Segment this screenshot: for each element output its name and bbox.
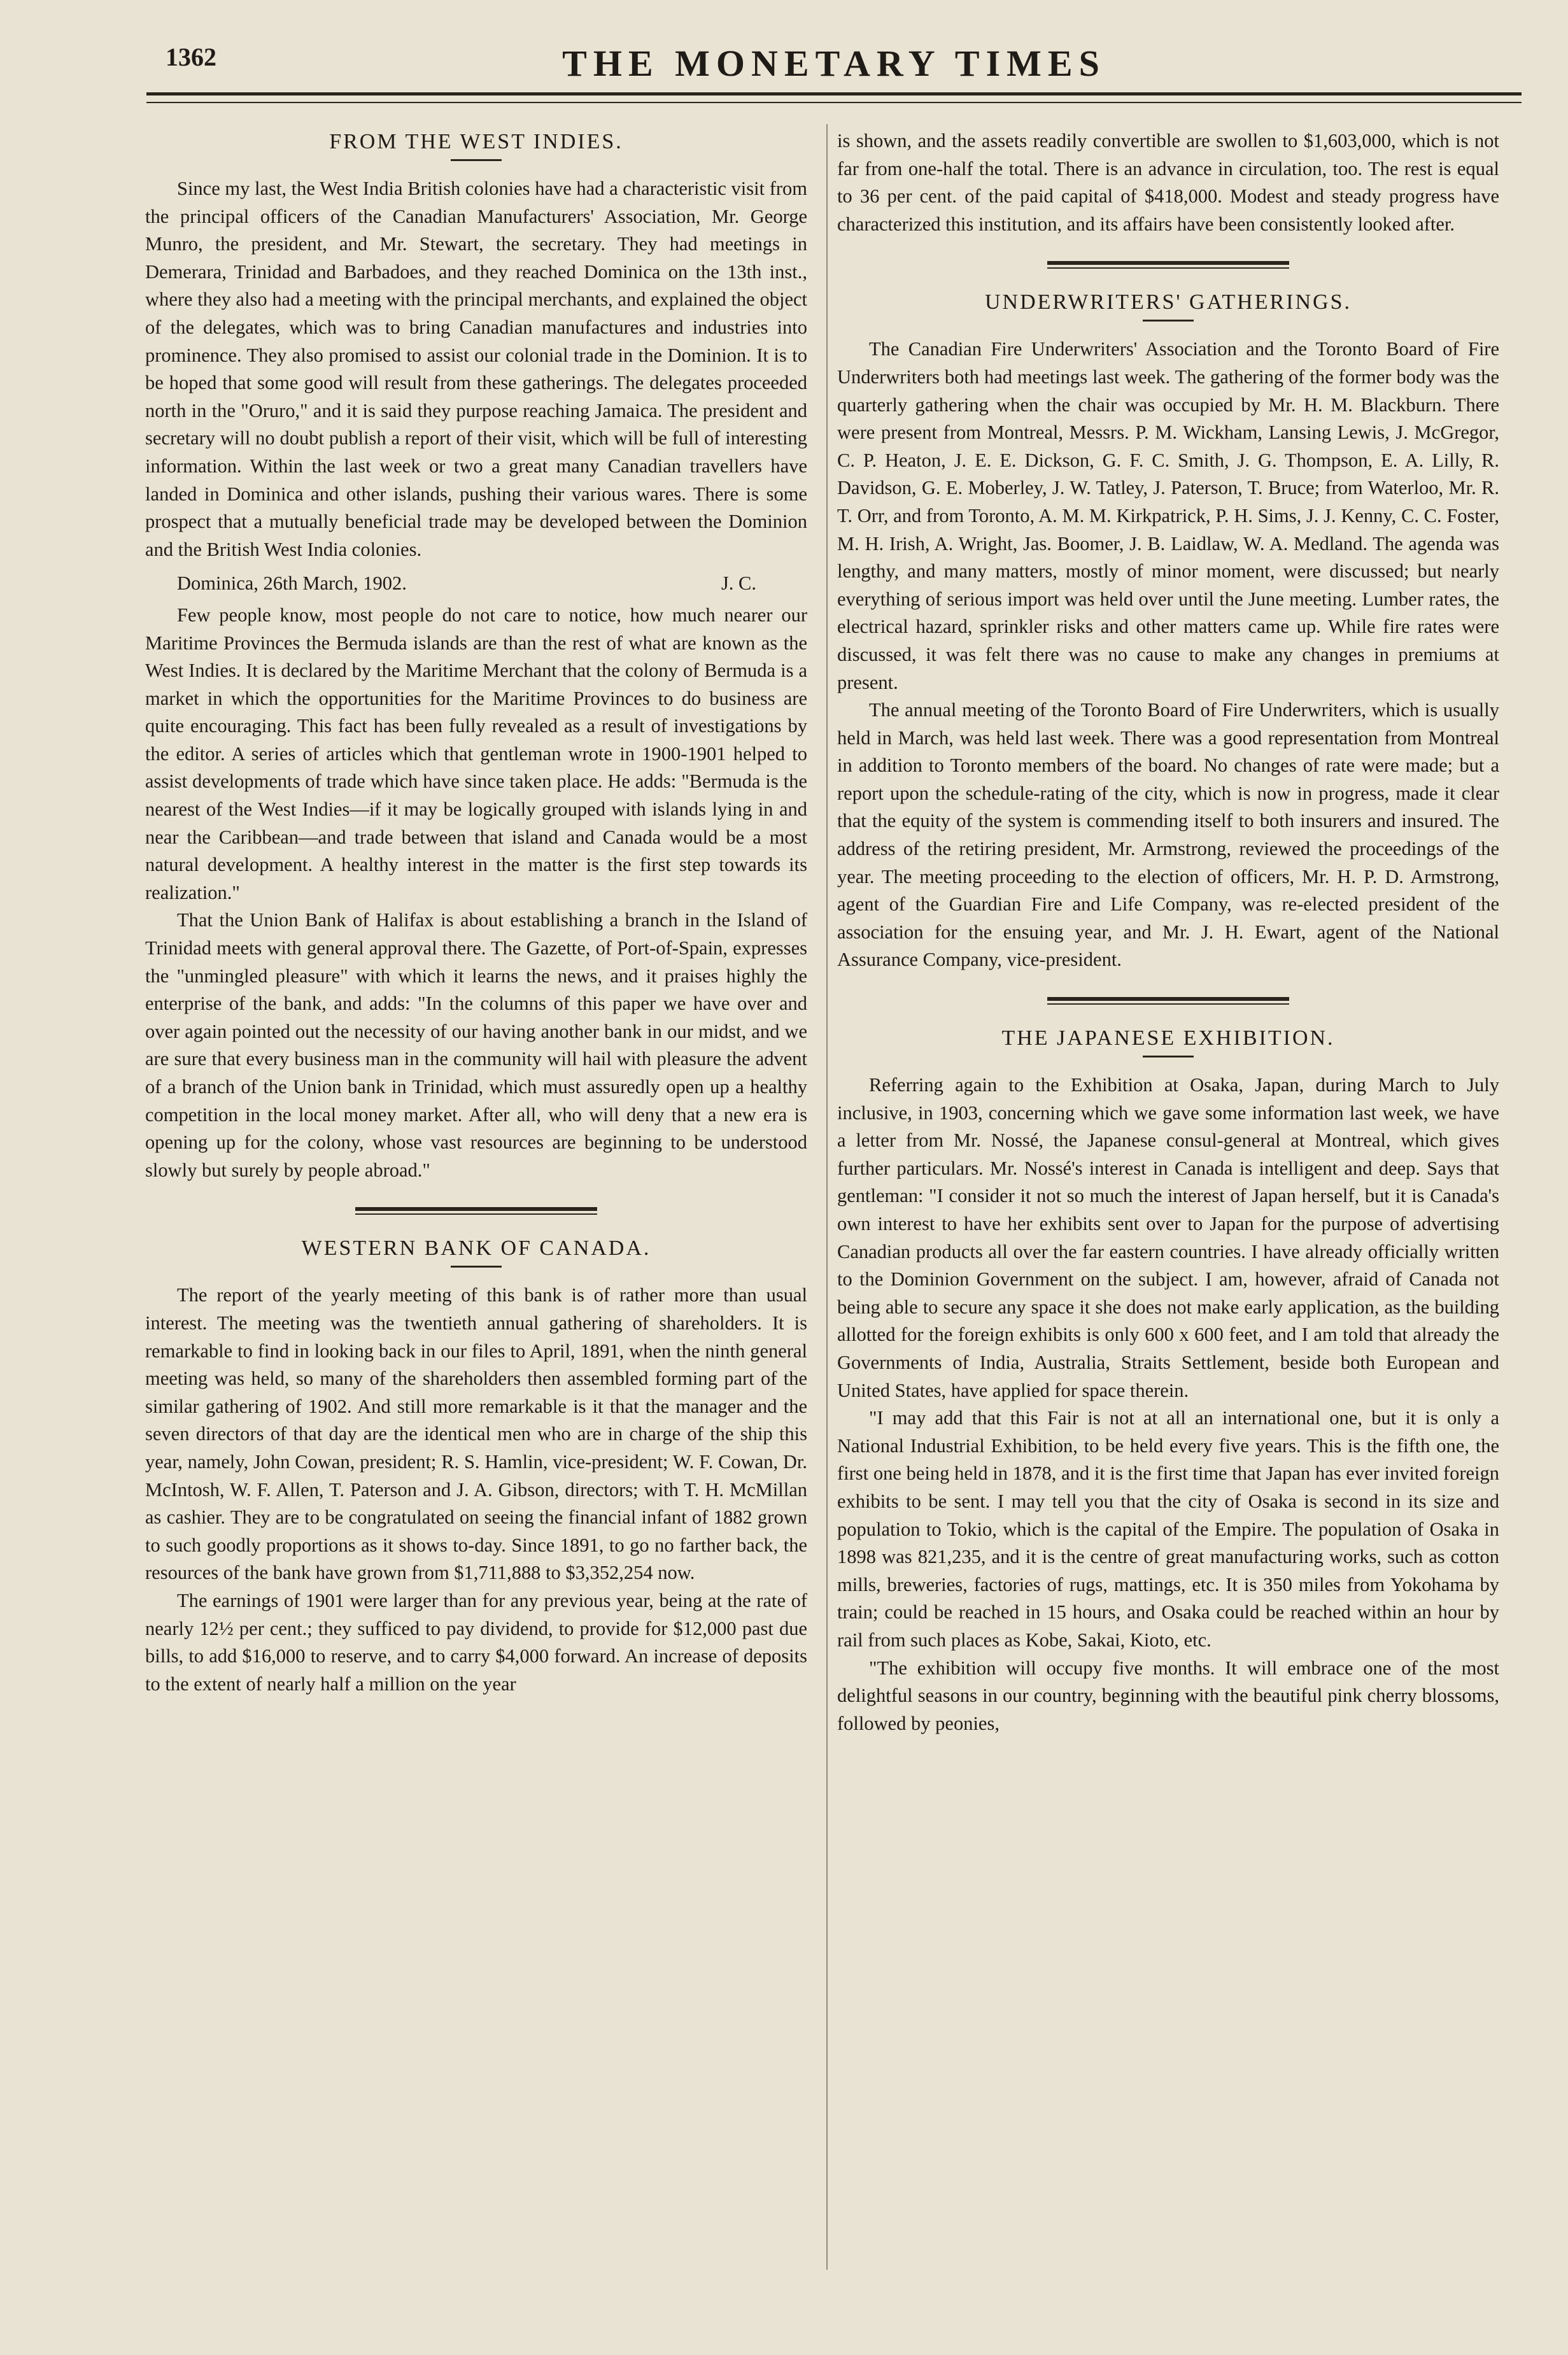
article-paragraph: Referring again to the Exhibition at Osaka, Japan, during March to July inclusive, in 1903, concerning which we gave some information last week, we have a letter from Mr. Nossé, the Japanese consul-general at Montreal, which gives further particulars. Mr. Nossé's interest in Canada is intelligent and deep. Says that gentleman: "I consider it not so much the interest of Japan herself, but it is Canada's own interest to have her exhibits sent over to Japan for the purpose of advertising Canadian products all over the far eastern countries. I have already officially written to the Dominion Government on the subject. I am, however, afraid of Canada not being able to secure any space it she does not make early application, as the building allotted for the foreign exhibits is only 600 x 600 feet, and I am told that already the Governments of India, Australia, Straits Settlement, beside both European and United States, have applied for space therein. bbox=[837, 1074, 1499, 1401]
masthead-rule-thin bbox=[146, 102, 1522, 103]
section-separator bbox=[1047, 261, 1289, 269]
article-paragraph: The annual meeting of the Toronto Board of Fire Underwriters, which is usually held in March, was held last week. There was a good representation from Montreal in addition to Toronto members of the board. No changes of rate were made; but a report upon the schedule-rating of the city, which is now in progress, made it clear that the equity of the system is commending itself to both insurers and insured. The address of the retiring president, Mr. Armstrong, reviewed the proceedings of the year. The meeting proceeding to the election of officers, Mr. H. P. D. Armstrong, agent of the Guardian Fire and Life Company, was re-elected president of the association for the ensuing year, and Mr. J. H. Ewart, agent of the National Assurance Company, vice-president. bbox=[837, 699, 1499, 971]
heading-rule bbox=[1143, 320, 1194, 322]
article-paragraph: Few people know, most people do not care to notice, how much nearer our Maritime Provinces the Bermuda islands are than the rest of what are known as the West Indies. It is declared by the Maritime Merchant that the colony of Bermuda is a market in which the opportunities for the Maritime Provinces to do business are quite encouraging. This fact has been fully revealed as a result of investigations by the editor. A series of articles which that gentleman wrote in 1900-1901 helped to assist developments of trade which have since taken place. He adds: "Bermuda is the nearest of the West Indies—if it may be logically grouped with islands lying in and near the Caribbean—and trade between that island and Canada would be a most natural development. A healthy interest in the matter is the first step towards its realization." bbox=[145, 604, 807, 903]
signature: J. C. bbox=[721, 572, 756, 595]
article-paragraph: "The exhibition will occupy five months. It will embrace one of the most delightful seasons in our country, beginning with the beautiful pink cherry blossoms, followed by peonies, bbox=[837, 1657, 1499, 1734]
page-number: 1362 bbox=[166, 43, 216, 71]
article-paragraph: Since my last, the West India British colonies have had a characteristic visit from the principal officers of the Canadian Manufacturers' Association, Mr. George Munro, the president, and Mr. Stewart, the secretary. They had meetings in Demerara, Trinidad and Barbadoes, and they reached Dominica on the 13th inst., where they also had a meeting with the principal merchants, and explained the object of the delegates, which was to bring Canadian manufactures and industries into prominence. They also promised to assist our colonial trade in the Dominion. It is to be hoped that some good will result from these gatherings. The delegates proceeded north in the "Oruro," and it is said they purpose reaching Jamaica. The president and secretary will no doubt publish a report of their visit, which will be full of interesting information. Within the last week or two a great many Canadian travellers have landed in Dominica and other islands, pushing their various wares. There is some prospect that a mutually beneficial trade may be developed between the Dominion and the British West India colonies. bbox=[145, 178, 807, 560]
section-separator bbox=[355, 1207, 597, 1215]
article-heading: UNDERWRITERS' GATHERINGS. bbox=[984, 290, 1352, 315]
newspaper-title: THE MONETARY TIMES bbox=[562, 43, 1106, 84]
article-paragraph: The Canadian Fire Underwriters' Association and the Toronto Board of Fire Underwriters both had meetings last week. The gathering of the former body was the quarterly gathering when the chair was occupied by Mr. H. M. Blackburn. There were present from Montreal, Messrs. P. M. Wickham, Lansing Lewis, J. McGregor, C. P. Heaton, J. E. E. Dickson, G. F. C. Smith, J. G. Thompson, E. A. Lilly, R. Davidson, G. E. Moberley, J. W. Tatley, J. Paterson, T. Bruce; from Waterloo, Mr. R. T. Orr, and from Toronto, A. M. M. Kirkpatrick, P. H. Sims, J. J. Kenny, C. C. Foster, M. H. Irish, A. Wright, Jas. Boomer, J. B. Laidlaw, W. A. Medland. The agenda was lengthy, and many matters, mostly of minor moment, were discussed; but nearly everything of serious import was held over until the June meeting. Lumber rates, the electrical hazard, sprinkler risks and other matters came up. While fire rates were discussed, it was felt there was no cause to make any changes in premiums at present. bbox=[837, 338, 1499, 693]
article-underwriters-gatherings bbox=[837, 290, 1499, 974]
heading-rule bbox=[451, 1266, 502, 1268]
article-heading: WESTERN BANK OF CANADA. bbox=[301, 1236, 651, 1261]
column-divider bbox=[826, 124, 828, 2270]
article-japanese-exhibition bbox=[837, 1026, 1499, 1737]
continued-paragraph: is shown, and the assets readily convertible are swollen to $1,603,000, which is not far from one-half the total. There is an advance in circulation, too. The rest is equal to 36 per cent. of the paid capital of $418,000. Modest and steady progress have characterized this institution, and its affairs have been consistently looked after. bbox=[837, 130, 1499, 235]
heading-rule bbox=[1143, 1056, 1194, 1057]
article-heading: FROM THE WEST INDIES. bbox=[329, 130, 623, 153]
dateline: Dominica, 26th March, 1902. bbox=[177, 572, 407, 595]
article-paragraph: "I may add that this Fair is not at all an international one, but it is only a National Industrial Exhibition, to be held every five years. This is the fifth one, the first one being held in 1878, and it is the first time that Japan has ever invited foreign exhibits to be sent. I may tell you that the city of Osaka is second in its size and population to Tokio, which is the capital of the Empire. The population of Osaka in 1898 was 821,235, and it is the centre of great manufacturing works, such as cotton mills, breweries, factories of rugs, mattings, etc. It is 350 miles from Yokohama by train; could be reached in 15 hours, and Osaka could be reached within an hour by rail from such places as Kobe, Sakai, Kioto, etc. bbox=[837, 1407, 1499, 1651]
article-from-the-west-indies bbox=[145, 130, 807, 1184]
article-western-bank-of-canada bbox=[145, 1236, 807, 1698]
article-paragraph: That the Union Bank of Halifax is about establishing a branch in the Island of Trinidad meets with general approval there. The Gazette, of Port-of-Spain, expresses the "unmingled pleasure" with which it learns the news, and it praises highly the enterprise of the bank, and adds: "In the columns of this paper we have over and over again pointed out the necessity of our having another bank in our midst, and we are sure that every business man in the community will hail with pleasure the advent of a branch of the Union bank in Trinidad, which must assuredly open up a healthy competition in the local money market. After all, who will deny that a new era is opening up for the colony, whose vast resources are beginning to be understood slowly but surely by people abroad." bbox=[145, 909, 807, 1181]
heading-rule bbox=[451, 159, 502, 161]
right-column bbox=[837, 127, 1499, 1737]
masthead-rule bbox=[146, 92, 1522, 95]
article-heading: THE JAPANESE EXHIBITION. bbox=[1001, 1026, 1335, 1050]
article-paragraph: The earnings of 1901 were larger than for any previous year, being at the rate of nearly 12½ per cent.; they sufficed to pay dividend, to provide for $12,000 past due bills, to add $16,000 to reserve, and to carry $4,000 forward. An increase of deposits to the extent of nearly half a million on the year bbox=[145, 1589, 807, 1695]
section-separator bbox=[1047, 997, 1289, 1005]
dateline-row bbox=[145, 570, 807, 598]
left-column bbox=[145, 127, 807, 1698]
masthead bbox=[146, 38, 1522, 83]
article-paragraph: The report of the yearly meeting of this bank is of rather more than usual interest. The meeting was the twentieth annual gathering of shareholders. It is remarkable to find in looking back in our files to April, 1891, when the ninth general meeting was held, so many of the shareholders then assembled forming part of the similar gathering of 1902. And still more remarkable is it that the manager and the seven directors of that day are the identical men who are in charge of the ship this year, namely, John Cowan, president; R. S. Hamlin, vice-president; W. F. Cowan, Dr. McIntosh, W. F. Allen, T. Paterson and J. A. Gibson, directors; with T. H. McMillan as cashier. They are to be congratulated on seeing the financial infant of 1882 grown to such goodly proportions as it shows to-day. Since 1891, to go no farther back, the resources of the bank have grown from $1,711,888 to $3,352,254 now. bbox=[145, 1284, 807, 1584]
